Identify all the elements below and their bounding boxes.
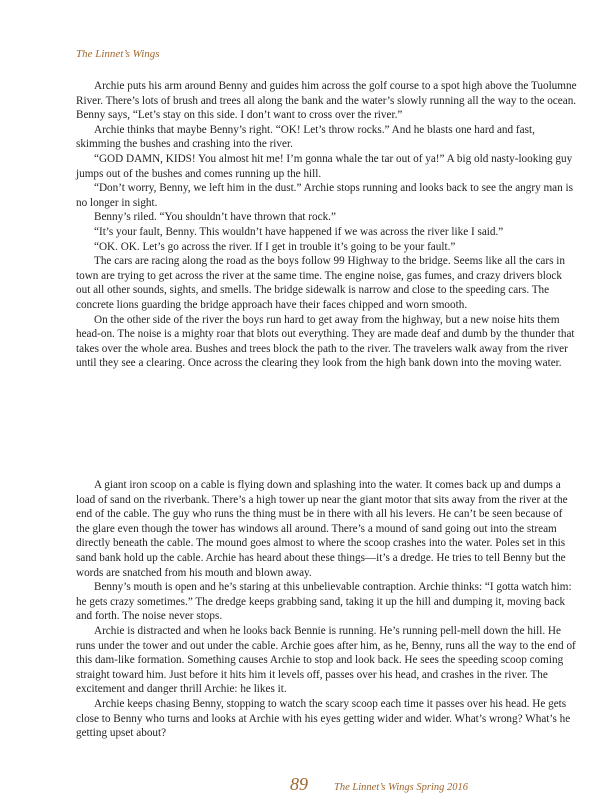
paragraph: Archie is distracted and when he looks back Bennie is running. He’s running pell-mell down the hill. He runs under the tower and out under the cable. Archie goes after him, as he, Benny, runs all the way to the end of this dam-like formation. Something causes Archie to stop and look back. He sees the speeding scoop coming straight toward him. Just before it hits him it levels off, passes over his head, and crashes in the river. The excitement and danger thrill Archie: he likes it.	[76, 624, 576, 696]
paragraph: Benny’s riled. “You shouldn’t have thrown that rock.”	[94, 211, 336, 224]
page-number: 89	[290, 774, 308, 794]
paragraph: Archie puts his arm around Benny and guides him across the golf course to a spot high above the Tuolumne River. There’s lots of brush and trees all along the bank and the water’s slowly running all the way to the ocean. Benny says, “Let’s stay on this side. I don’t want to cross over the river.”	[76, 80, 577, 122]
story-section-1	[76, 79, 578, 371]
paragraph: On the other side of the river the boys run hard to get away from the highway, but a new noise hits them head-on. The noise is a mighty roar that blots out everything. They are made deaf and dumb by the thunder that takes over the whole area. Bushes and trees block the path to the river. The travelers walk away from the river until they see a clearing. Once across the clearing they look from the high bank down into the moving water.	[76, 313, 575, 370]
paragraph: A giant iron scoop on a cable is flying down and splashing into the water. It comes back up and dumps a load of sand on the riverbank. There’s a high tower up near the giant motor that sits away from the river at the end of the cable. The guy who runs the thing must be in there with all his levers. He can’t be seen because of the glare even though the tower has windows all around. There’s a mound of sand going out into the stream directly beneath the cable. The mound goes almost to where the scoop crashes into the water. Poles set in this sand bank hold up the cable. Archie has heard about these things—it’s a dredge. He tries to tell Benny but the words are snatched from his mouth and blown away.	[76, 479, 568, 579]
paragraph: “GOD DAMN, KIDS! You almost hit me! I’m gonna whale the tar out of ya!” A big old nasty-looking guy jumps out of the bushes and comes running up the hill.	[76, 152, 573, 180]
paragraph: “Don’t worry, Benny, we left him in the dust.” Archie stops running and looks back to see the angry man is no longer in sight.	[76, 182, 573, 209]
paragraph: Benny’s mouth is open and he’s staring at this unbelievable contraption. Archie thinks: “I gotta watch him: he gets crazy sometimes.” The dredge keeps grabbing sand, taking it up the hill and dumping it, moving back and forth. The noise never stops.	[76, 581, 572, 623]
paragraph: “It’s your fault, Benny. This wouldn’t have happened if we was across the river like I said.”	[94, 225, 504, 238]
paragraph: “OK. OK. Let’s go across the river. If I get in trouble it’s going to be your fault.”	[94, 240, 456, 253]
paragraph: Archie thinks that maybe Benny’s right. “OK! Let’s throw rocks.” And he blasts one hard and fast, skimming the bushes and crashing into the river.	[76, 123, 535, 151]
paragraph: Archie keeps chasing Benny, stopping to watch the scary scoop each time it passes over his head. He gets close to Benny who turns and looks at Archie with his eyes getting wider and wider. What’s wrong? What’s he getting upset about?	[76, 697, 571, 740]
paragraph: The cars are racing along the road as the boys follow 99 Highway to the bridge. Seems like all the cars in town are trying to get across the river at the same time. The engine noise, gas fumes, and crazy drivers block out all other sounds, sights, and smells. The bridge sidewalk is narrow and close to the speeding cars. The concrete lions guarding the bridge approach have their faces chipped and worn smooth.	[76, 255, 565, 311]
running-head: The Linnet’s Wings	[76, 48, 160, 60]
footer-publication-title: The Linnet’s Wings Spring 2016	[334, 782, 468, 793]
story-section-2	[76, 478, 578, 741]
